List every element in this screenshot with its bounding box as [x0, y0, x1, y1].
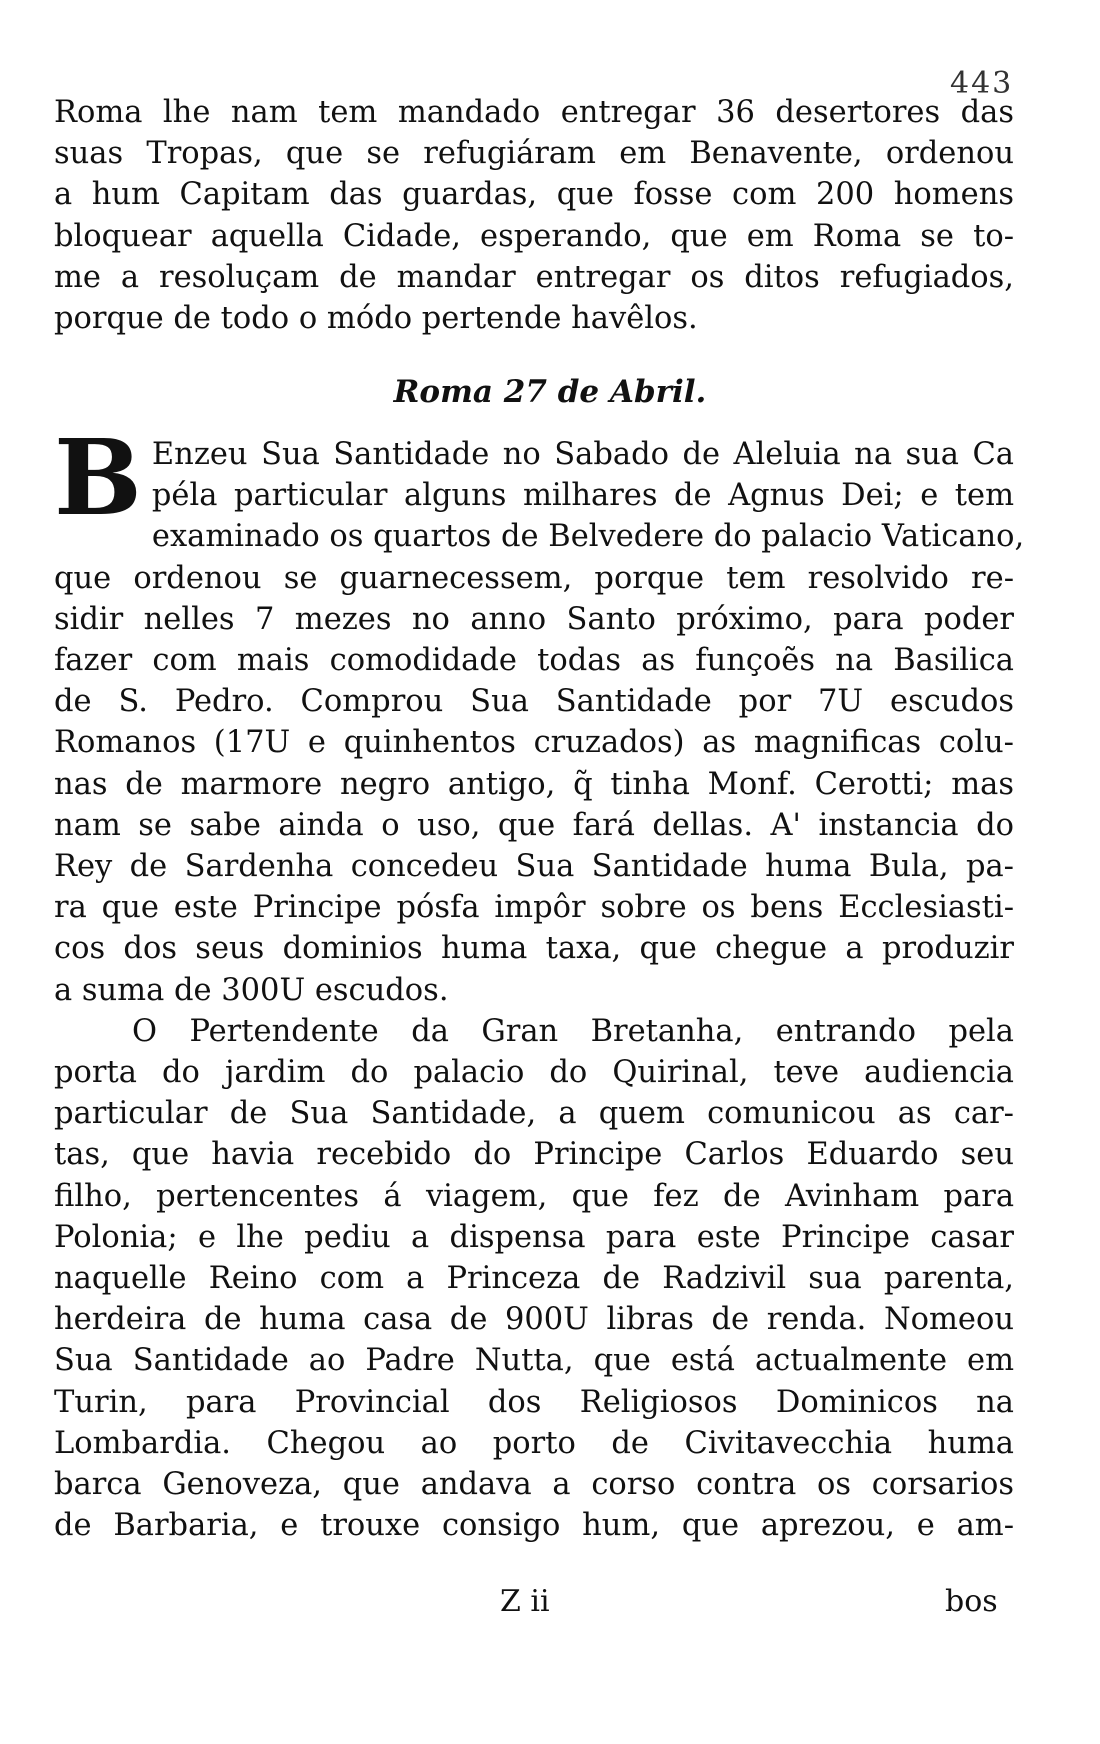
text-line: tas, que havia recebido do Principe Carlos Eduardo seu [54, 1137, 1014, 1173]
text-line: Rey de Sardenha concedeu Sua Santidade huma Bula, pa- [54, 849, 1014, 885]
text-line: a suma de 300U escudos. [54, 972, 449, 1008]
text-line: que ordenou se guarnecessem, porque tem resolvido re- [54, 560, 1014, 596]
text-line: me a resoluçam de mandar entregar os ditos refugiados, [54, 259, 1014, 295]
text-line: naquelle Reino com a Princeza de Radzivil sua parenta, [54, 1261, 1014, 1297]
text-line: barca Genoveza, que andava a corso contra os corsarios [54, 1467, 1014, 1503]
text-line: Sua Santidade ao Padre Nutta, que está actualmente em [54, 1343, 1014, 1379]
text-line: particular de Sua Santidade, a quem comunicou as car- [54, 1096, 1014, 1132]
text-line: Lombardia. Chegou ao porto de Civitavecchia huma [54, 1425, 1014, 1461]
text-line: ra que este Principe pósfa impôr sobre os bens Ecclesiasti- [54, 890, 1014, 926]
text-line: suas Tropas, que se refugiáram em Benavente, ordenou [54, 136, 1014, 172]
text-line: de Barbaria, e trouxe consigo hum, que aprezou, e am- [54, 1508, 1014, 1544]
text-line: Polonia; e lhe pediu a dispensa para este Principe casar [54, 1219, 1014, 1255]
signature-mark: Z ii [500, 1584, 550, 1619]
text-line: Romanos (17U e quinhentos cruzados) as magnificas colu- [54, 725, 1014, 761]
text-line: fazer com mais comodidade todas as funçoẽs na Basilica [54, 643, 1014, 679]
text-line: Roma lhe nam tem mandado entregar 36 desertores das [54, 95, 1014, 130]
dateline-heading: Roma 27 de Abril. [393, 374, 707, 410]
text-line: porque de todo o módo pertende havêlos. [54, 301, 698, 337]
text-line: O Pertendente da Gran Bretanha, entrando pela [132, 1013, 1014, 1049]
page-footer [0, 1584, 1100, 1628]
page-number: 443 [950, 66, 1014, 101]
text-line: bloquear aquella Cidade, esperando, que em Roma se to- [54, 218, 1014, 254]
text-line: porta do jardim do palacio do Quirinal, teve audiencia [54, 1055, 1014, 1091]
text-line: a hum Capitam das guardas, que fosse com 200 homens [54, 177, 1014, 213]
text-line: péla particular alguns milhares de Agnus Dei; e tem [151, 478, 1014, 514]
text-line: examinado os quartos de Belvedere do palacio Vaticano, [151, 519, 1025, 555]
text-line: Enzeu Sua Santidade no Sabado de Aleluia na sua Ca [151, 437, 1014, 472]
drop-cap: B [54, 416, 142, 539]
text-line: nam se sabe ainda o uso, que fará dellas. A' instancia do [54, 807, 1014, 843]
text-line: cos dos seus dominios huma taxa, que chegue a produzir [54, 931, 1014, 967]
text-line: de S. Pedro. Comprou Sua Santidade por 7U escudos [54, 684, 1014, 720]
text-line: nas de marmore negro antigo, q̃ tinha Monf. Cerotti; mas [54, 766, 1014, 802]
paragraph-rome-news [54, 416, 1025, 1546]
catchword: bos [945, 1584, 998, 1619]
text-line: sidir nelles 7 mezes no anno Santo próximo, para poder [54, 601, 1014, 637]
text-line: Turin, para Provincial dos Religiosos Dominicos na [54, 1384, 1014, 1420]
paragraph-continuation [54, 92, 1014, 339]
text-line: filho, pertencentes á viagem, que fez de Avinham para [54, 1178, 1014, 1214]
text-line: herdeira de huma casa de 900U libras de renda. Nomeou [54, 1302, 1014, 1338]
